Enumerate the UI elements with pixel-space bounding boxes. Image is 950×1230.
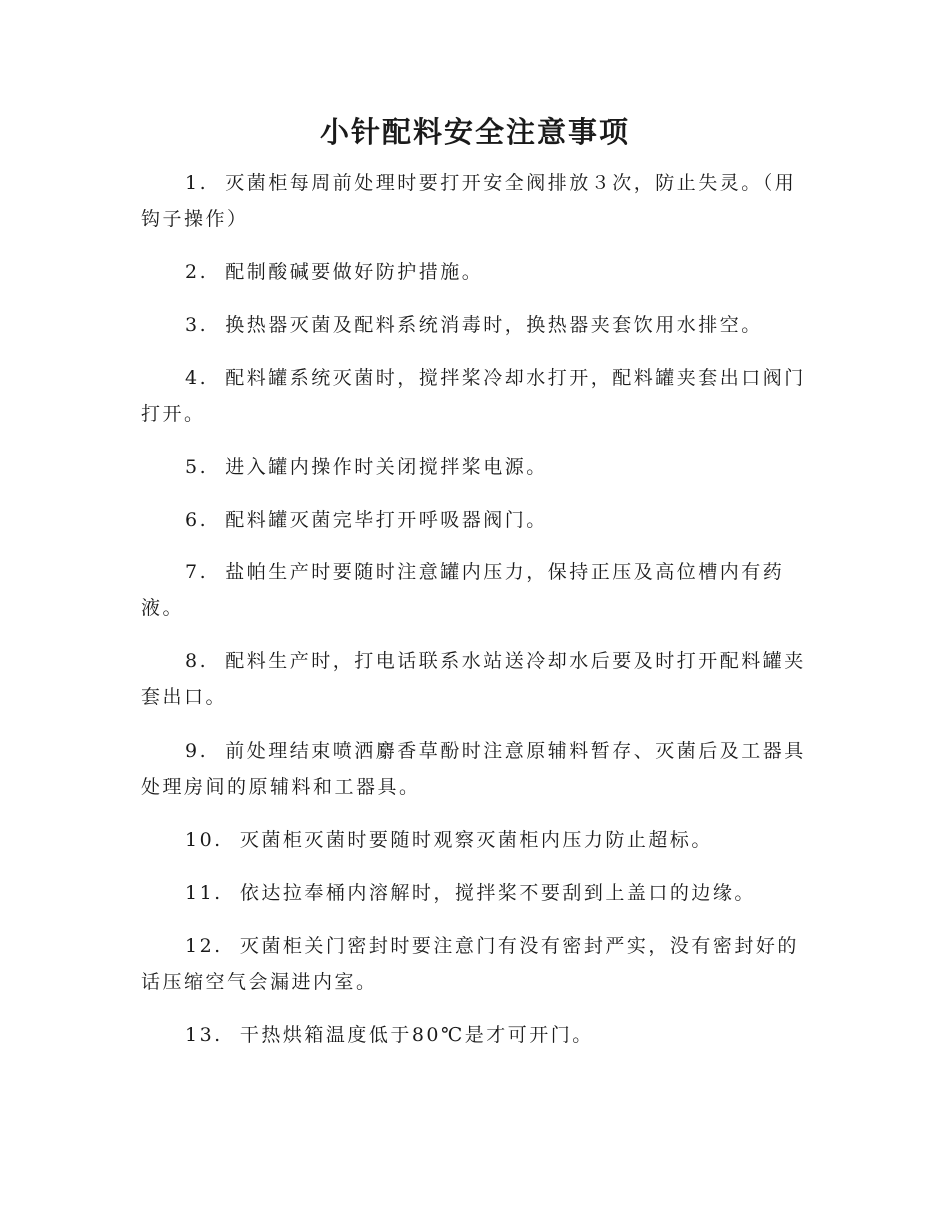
list-item-13 [141, 1017, 811, 1053]
list-item-3 [141, 307, 811, 343]
list-item-10 [141, 822, 811, 858]
list-item-8 [141, 643, 811, 715]
item-text: 灭菌柜灭菌时要随时观察灭菌柜内压力防止超标。 [239, 829, 713, 851]
list-item-9 [141, 733, 811, 805]
list-item-2 [141, 254, 811, 290]
item-text: 干热烘箱温度低于80℃是才可开门。 [239, 1024, 594, 1046]
item-number: 7. [185, 561, 209, 583]
list-item-5 [141, 449, 811, 485]
item-number: 5. [185, 456, 209, 478]
item-text: 前处理结束喷洒麝香草酚时注意原辅料暂存、灭菌后及工器具处理房间的原辅料和工器具。 [141, 740, 806, 798]
list-item-11 [141, 875, 811, 911]
item-number: 6. [185, 509, 209, 531]
item-text: 配制酸碱要做好防护措施。 [225, 261, 484, 283]
item-number: 12. [185, 935, 223, 957]
list-item-1 [141, 165, 811, 237]
item-number: 8. [185, 650, 209, 672]
document-title: 小针配料安全注意事项 [319, 115, 630, 149]
item-text: 配料罐系统灭菌时，搅拌桨冷却水打开，配料罐夹套出口阀门打开。 [141, 367, 806, 425]
list-item-4 [141, 360, 811, 432]
item-text: 灭菌柜每周前处理时要打开安全阀排放３次，防止失灵。（用钩子操作） [141, 172, 797, 230]
item-text: 进入罐内操作时关闭搅拌桨电源。 [225, 456, 548, 478]
item-text: 依达拉奉桶内溶解时，搅拌桨不要刮到上盖口的边缘。 [239, 882, 756, 904]
list-item-12 [141, 928, 811, 1000]
item-number: 2. [185, 261, 209, 283]
item-number: 10. [185, 829, 223, 851]
item-text: 换热器灭菌及配料系统消毒时，换热器夹套饮用水排空。 [225, 314, 763, 336]
item-text: 灭菌柜关门密封时要注意门有没有密封严实，没有密封好的话压缩空气会漏进内室。 [141, 935, 799, 993]
item-number: 4. [185, 367, 209, 389]
list-item-6 [141, 502, 811, 538]
item-number: 1. [185, 172, 209, 194]
list-item-7 [141, 554, 811, 626]
item-number: 9. [185, 740, 209, 762]
item-number: 3. [185, 314, 209, 336]
item-text: 配料罐灭菌完毕打开呼吸器阀门。 [225, 509, 548, 531]
item-text: 配料生产时，打电话联系水站送冷却水后要及时打开配料罐夹套出口。 [141, 650, 806, 708]
item-text: 盐帕生产时要随时注意罐内压力，保持正压及高位槽内有药液。 [141, 561, 785, 619]
item-number: 13. [185, 1024, 223, 1046]
item-number: 11. [185, 882, 223, 904]
